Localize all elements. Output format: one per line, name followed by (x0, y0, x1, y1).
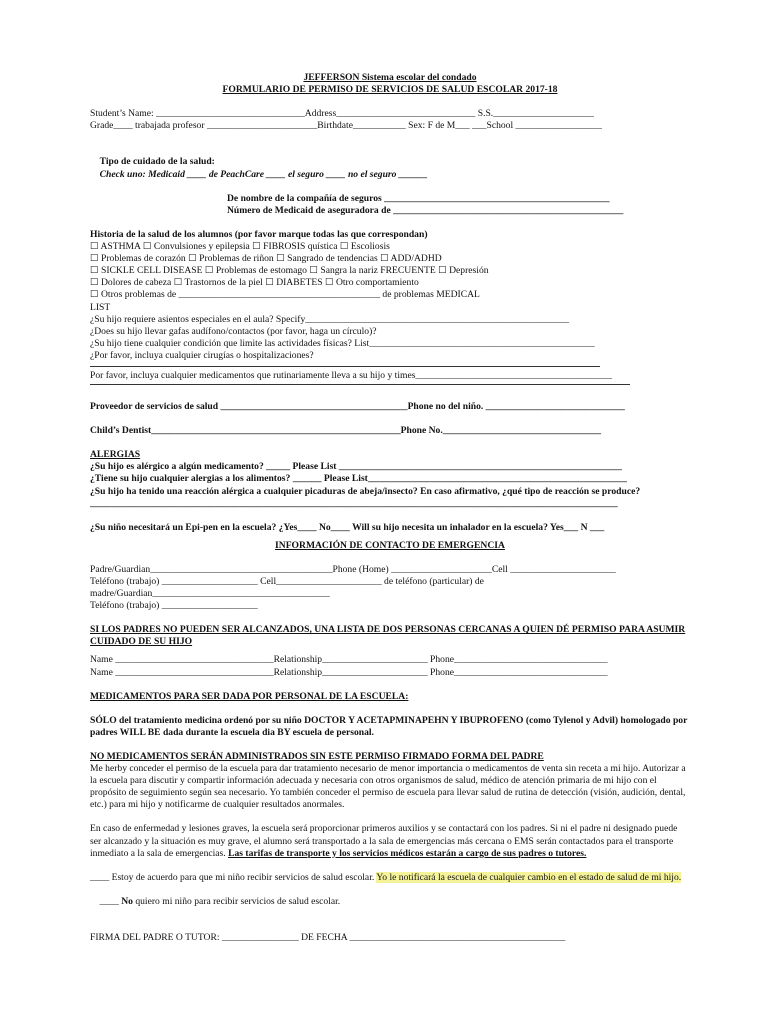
emergency-contact-heading: INFORMACIÓN DE CONTACTO DE EMERGENCIA (275, 539, 505, 551)
school-meds-heading: MEDICAMENTOS PARA SER DADA POR PERSONAL DE LA ESCUELA: (90, 690, 409, 702)
history-row-3[interactable]: ☐ SICKLE CELL DISEASE ☐ Problemas de estomago ☐ Sangra la nariz FRECUENTE ☐ Depresión (90, 265, 489, 277)
medications-answer-line[interactable] (90, 384, 630, 385)
form-subtitle: FORMULARIO DE PERMISO DE SERVICIOS DE SALUD ESCOLAR 2017-18 (222, 84, 558, 96)
allergies-heading: ALERGIAS (90, 449, 141, 461)
alternate-contacts-heading: SI LOS PADRES NO PUEDEN SER ALCANZADOS, UNA LISTA DE DOS PERSONAS CERCANAS A QUIEN DÉ PERMISO PARA ASUMIR CUIDADO DE SU HIJO (90, 624, 686, 648)
care-type-label: Tipo de cuidado de la salud: (99, 156, 215, 168)
care-type-options[interactable]: Check uno: Medicaid ____ de PeachCare ____ el seguro ____ no el seguro ______ (99, 168, 428, 180)
insect-reaction-question: ¿Su hijo ha tenido una reacción alérgica a cualquier picaduras de abeja/insecto? En caso afirmativo, ¿qué tipo de reacción se produce? (90, 485, 641, 497)
permission-paragraph-1: Me herby conceder el permiso de la escuela para dar tratamiento necesario de menor importancia o medicamentos de venta sin receta a mi hijo. Autorizar a la escuela para discutir y compartir información adecuada y necesaria con otros organismos de salud, médico de atención primaria de mi hijo con el propósito de seguimiento según sea necesario. Yo también conceder el permiso de escuela para llevar salud de rutina de detección (visión, audición, dental, etc.) para mi hijo y notificarme de cualquier resultados anormales. (90, 763, 686, 811)
medicaid-number-field[interactable]: Número de Medicaid de aseguradora de ________________________________________________ (227, 204, 624, 216)
agree-blank[interactable]: ____ (90, 871, 110, 883)
signature-date-line[interactable]: FIRMA DEL PADRE O TUTOR: ________________ DE FECHA _____________________________________________ (90, 932, 566, 944)
consent-agree-line[interactable] (90, 872, 690, 884)
history-heading: Historia de la salud de los alumnos (por favor marque todas las que correspondan) (90, 228, 428, 240)
decline-blank[interactable]: ____ (99, 895, 122, 907)
alternate-contact-2[interactable]: Name _________________________________Relationship______________________ Phone________________________________ (90, 666, 608, 678)
medication-allergy-question[interactable]: ¿Su hijo es alérgico a algún medicamento? _____ Please List ___________________________________________________________ (90, 461, 622, 473)
decline-text: quiero mi niño para recibir servicios de salud escolar. (132, 895, 341, 907)
student-line-1[interactable]: Student’s Name: _______________________________Address_____________________________ S.S._____________________ (90, 108, 594, 120)
alternate-contact-1[interactable]: Name _________________________________Relationship______________________ Phone________________________________ (90, 654, 608, 666)
insurance-company-field[interactable]: De nombre de la compañía de seguros _______________________________________________ (227, 192, 610, 204)
transport-fees-notice: Las tarifas de transporte y los servicios médicos estarán a cargo de sus padres o tutores. (228, 847, 587, 859)
change-notice-highlight: Yo le notificará la escuela de cualquier cambio en el estado de salud de mi hijo. (376, 871, 682, 883)
health-permission-form (90, 72, 690, 944)
agree-text: Estoy de acuerdo para que mi niño recibir servicios de salud escolar. (109, 871, 377, 883)
guardian-line-4[interactable]: Teléfono (trabajo) ____________________ (90, 600, 258, 612)
glasses-question[interactable]: ¿Does su hijo llevar gafas audífono/contactos (por favor, haga un círculo)? (90, 325, 377, 337)
permission-paragraph-2 (90, 823, 690, 859)
decline-no: No (121, 895, 133, 907)
special-seating-question[interactable]: ¿Su hijo requiere asientos especiales en el aula? Specify_______________________________________________________ (90, 313, 570, 325)
physical-limits-question[interactable]: ¿Su hijo tiene cualquier condición que limite las actividades físicas? List_______________________________________________ (90, 337, 595, 349)
history-row-4[interactable]: ☐ Dolores de cabeza ☐ Trastornos de la piel ☐ DIABETES ☐ Otro comportamiento (90, 277, 419, 289)
epipen-inhaler-question[interactable]: ¿Su niño necesitará un Epi-pen en la escuela? ¿Yes____ No____ Will su hijo necesita un inhalador en la escuela? Yes___ N ___ (90, 521, 605, 533)
student-line-2[interactable]: Grade____ trabajada profesor _______________________Birthdate___________ Sex: F de M___ ___School __________________ (90, 120, 602, 132)
permission-heading: NO MEDICAMENTOS SERÁN ADMINISTRADOS SIN ESTE PERMISO FIRMADO FORMA DEL PADRE (90, 750, 544, 762)
surgeries-answer-line[interactable] (90, 366, 600, 367)
surgeries-question[interactable]: ¿Por favor, incluya cualquier cirugías o hospitalizaciones? (90, 349, 314, 361)
dentist-field[interactable]: Child’s Dentist____________________________________________________Phone No._________________________________ (90, 425, 602, 437)
history-row-1[interactable]: ☐ ASTHMA ☐ Convulsiones y epilepsia ☐ FIBROSIS quística ☐ Escoliosis (90, 241, 390, 253)
food-allergy-question[interactable]: ¿Tiene su hijo cualquier alergias a los alimentos? ______ Please List______________________________________________________ (90, 473, 627, 485)
guardian-line-3[interactable]: madre/Guardian_____________________________________ (90, 588, 330, 600)
routine-medications-field[interactable]: Por favor, incluya cualquier medicamentos que rutinariamente lleva a su hijo y times_________________________________________ (90, 369, 613, 381)
care-type-line[interactable] (90, 144, 690, 192)
health-provider-field[interactable]: Proveedor de servicios de salud _______________________________________Phone no del niño. _____________________________ (90, 401, 625, 413)
history-row-6: LIST (90, 301, 111, 313)
history-row-5[interactable]: ☐ Otros problemas de __________________________________________ de problemas MEDICAL (90, 289, 480, 301)
emergency-transport-text: En caso de enfermedad y lesiones graves, la escuela será proporcionar primeros auxilios y se contactará con los padres. Si ni el padre ni designado puede ser alcanzado y la situación es muy grave, el alumno será transportado a la sala de emergencias más cercana o EMS serán contactados para el transporte inmediato a la sala de emergencias. (90, 823, 678, 859)
school-meds-body: SÓLO del tratamiento medicina ordenó por su niño DOCTOR Y ACETAPMINAPEHN Y IBUPROFENO (como Tylenol y Advil) homologado por padres WILL BE dada durante la escuela dia BY escuela de personal. (90, 714, 688, 738)
history-row-2[interactable]: ☐ Problemas de corazón ☐ Problemas de riñon ☐ Sangrado de tendencias ☐ ADD/ADHD (90, 253, 442, 265)
form-title: JEFFERSON Sistema escolar del condado (303, 72, 477, 83)
consent-decline-line[interactable] (90, 884, 690, 920)
insect-reaction-answer-line[interactable]: ______________________________________________________________________________________________________________ (90, 497, 618, 509)
guardian-line-2[interactable]: Teléfono (trabajo) ____________________ Cell______________________ de teléfono (particular) de (90, 576, 484, 587)
guardian-line-1[interactable]: Padre/Guardian______________________________________Phone (Home) _____________________Cell ______________________ (90, 563, 616, 575)
